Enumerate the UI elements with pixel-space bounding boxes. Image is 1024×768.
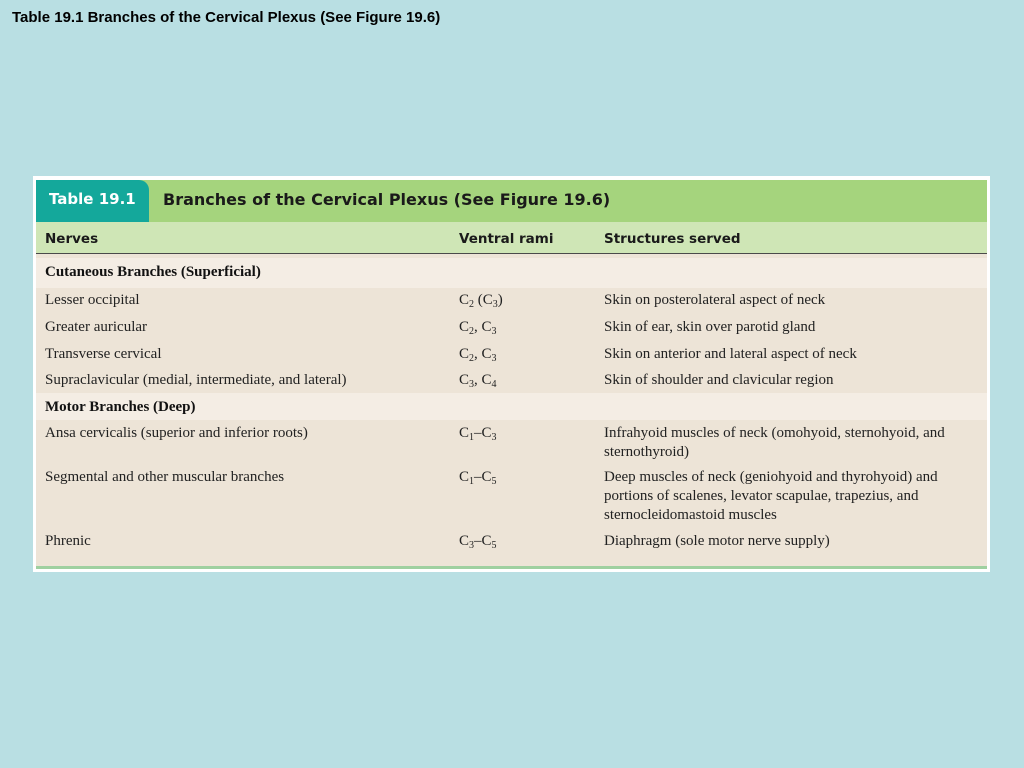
header-structures-served: Structures served	[604, 231, 741, 247]
header-ventral-rami: Ventral rami	[459, 231, 554, 247]
nerve-name: Phrenic	[45, 533, 91, 549]
table-row	[36, 286, 987, 312]
slide-title: Table 19.1 Branches of the Cervical Plexus (See Figure 19.6)	[12, 9, 441, 26]
table-card	[33, 176, 990, 572]
structures-served: Skin on anterior and lateral aspect of neck	[604, 346, 857, 362]
table-row	[36, 313, 987, 339]
ventral-rami-value: $C_2$, $C_3$	[459, 346, 497, 364]
ventral-rami-value: $C_3-C_5$	[459, 533, 497, 551]
structures-served: Skin of ear, skin over parotid gland	[604, 319, 816, 335]
header-nerves: Nerves	[45, 231, 99, 247]
ventral-rami-value: $C_3$, $C_4$	[459, 372, 497, 390]
table-number-label: Table 19.1	[49, 190, 136, 208]
nerve-name: Greater auricular	[45, 319, 148, 335]
structures-served: Deep muscles of neck (geniohyoid and thyrohyoid) and portions of scalenes, levator scapulae, trapezius, and sternocleidomastoid muscles	[604, 469, 938, 523]
table-number-tab	[36, 180, 149, 222]
table-row	[36, 366, 987, 392]
ventral-rami-value: $C_1-C_5$	[459, 469, 497, 487]
table-header-row	[36, 222, 987, 254]
table-row	[36, 527, 987, 555]
table-row	[36, 463, 987, 527]
structures-served: Infrahyoid muscles of neck (omohyoid, sternohyoid, and sternothyroid)	[604, 425, 945, 460]
section-label-motor: Motor Branches (Deep)	[45, 399, 196, 415]
nerve-name: Lesser occipital	[45, 292, 140, 308]
nerve-name: Supraclavicular (medial, intermediate, and lateral)	[45, 372, 347, 388]
nerve-name: Ansa cervicalis (superior and inferior roots)	[45, 425, 308, 441]
section-label-cutaneous: Cutaneous Branches (Superficial)	[45, 264, 261, 280]
ventral-rami-value: $C_1-C_3$	[459, 425, 497, 443]
table-banner	[36, 180, 987, 222]
nerve-name: Transverse cervical	[45, 346, 162, 362]
ventral-rami-value: $C_2$, $C_3$	[459, 319, 497, 337]
table-row	[36, 419, 987, 463]
table-row	[36, 340, 987, 366]
table-bottom-rule	[36, 566, 987, 569]
table-body	[36, 180, 987, 569]
section-row-cutaneous	[36, 258, 987, 288]
nerve-name: Segmental and other muscular branches	[45, 469, 285, 485]
structures-served: Skin of shoulder and clavicular region	[604, 372, 834, 388]
ventral-rami-value: $C_2$ $(C_3)$	[459, 292, 503, 310]
section-row-motor	[36, 393, 987, 420]
table-title: Branches of the Cervical Plexus (See Figure 19.6)	[163, 190, 611, 209]
structures-served: Skin on posterolateral aspect of neck	[604, 292, 826, 308]
structures-served: Diaphragm (sole motor nerve supply)	[604, 533, 830, 549]
